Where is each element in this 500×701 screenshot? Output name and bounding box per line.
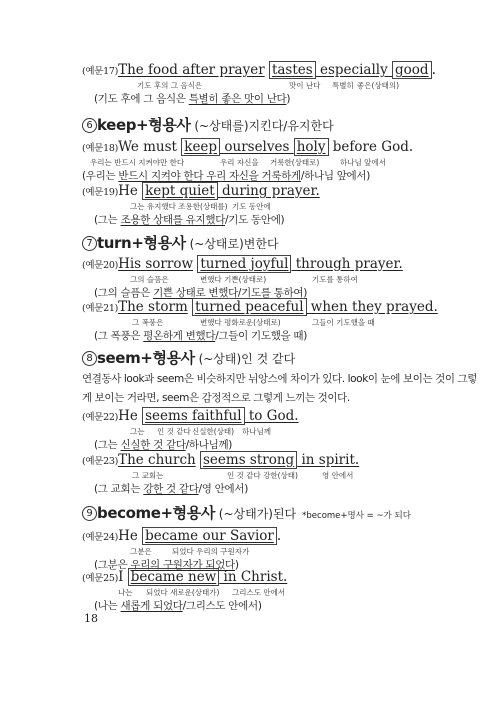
gloss-item: 하나님 앞에서 <box>340 158 386 167</box>
circled-number: 7 <box>82 236 97 251</box>
word-gloss <box>82 470 482 481</box>
translation-underlined: 기쁜 상태로 변했다 <box>153 287 238 299</box>
gloss-item: 신실한(상태) <box>192 427 235 436</box>
example-22 <box>82 408 482 452</box>
segment: in Christ. <box>219 569 288 585</box>
segment: ourselves <box>220 139 294 155</box>
translation-underlined: 신실한 것 같다 <box>120 439 186 451</box>
example-tag: (예문20) <box>82 260 119 271</box>
gloss-item: 되었다 우리의 구원자가 <box>172 547 250 556</box>
sentence-text <box>118 568 287 586</box>
heading-rest: (~상태로)변한다 <box>185 237 279 251</box>
translation-text: /영 안에서) <box>198 483 248 495</box>
translation-underlined: 새롭게 되었다 <box>120 600 183 612</box>
verb-box: turned peaceful <box>192 298 306 316</box>
verb-box: became new <box>128 568 220 586</box>
translation-text: (그는 <box>94 214 121 226</box>
heading-bold: become+형용사 <box>97 504 215 522</box>
translation-text: ) <box>234 559 239 571</box>
segment: I <box>118 569 128 585</box>
segment: through prayer. <box>291 256 403 272</box>
verb-box: kept quiet <box>142 182 218 200</box>
translation <box>94 481 482 496</box>
section-heading-keep <box>82 114 334 135</box>
translation-text: (그의 슬픔은 <box>94 287 154 299</box>
word-gloss <box>82 274 482 285</box>
translation-text: (그분은 <box>94 559 131 571</box>
example-sentence <box>82 139 482 157</box>
translation-text: /기도 동안에) <box>225 214 285 226</box>
translation-text: (기도 후에 그 음식은 <box>94 93 189 105</box>
example-21 <box>82 299 482 343</box>
word-gloss <box>82 157 482 168</box>
translation-underlined: 평온하게 변했다 <box>143 330 216 342</box>
translation-text: /하나님 앞에서) <box>300 170 371 182</box>
example-sentence <box>82 62 482 80</box>
section-heading-become <box>82 502 411 523</box>
verb-box: seems faithful <box>142 407 244 425</box>
heading-rest: (~상태)인 것 같다 <box>194 352 296 366</box>
translation-underlined: 특별히 좋은 맛이 난다 <box>188 93 287 105</box>
verb-box: became our Savior <box>142 527 277 545</box>
example-tag: (예문24) <box>82 532 119 543</box>
sentence-text <box>118 138 413 156</box>
word-gloss <box>82 201 482 212</box>
explanation-paragraph: 연결동사 look과 seem은 비슷하지만 뉘앙스에 차이가 있다. look이 눈에 보이는 것이 그렇게 보이는 거라면, seem은 감정적으로 그렇게 느끼는 것이다. <box>82 373 478 404</box>
gloss-item: 영 안에서 <box>322 471 354 480</box>
translation-text: /그리스도 안에서) <box>182 600 262 612</box>
circled-number: 9 <box>82 506 97 521</box>
segment: He <box>118 183 143 199</box>
example-18 <box>82 139 482 183</box>
word-gloss <box>82 80 482 91</box>
example-sentence <box>82 528 482 546</box>
example-tag: (예문25) <box>82 573 119 584</box>
gloss-item: 그분은 <box>130 547 152 556</box>
gloss-item: 거룩한(상태로) <box>270 158 320 167</box>
segment: The church <box>118 452 196 468</box>
verb-box: seems strong <box>200 451 297 469</box>
gloss-item: 되었다 새로운(상태가) <box>146 588 220 597</box>
word-gloss <box>82 426 482 437</box>
sentence-text <box>118 255 403 273</box>
gloss-item: 기도 후의 그 음식은 <box>137 81 203 90</box>
section-heading-seem <box>82 347 295 368</box>
gloss-item: 기도를 통하여 <box>312 275 358 284</box>
translation-text: ) <box>286 93 291 105</box>
translation <box>94 598 482 613</box>
example-sentence <box>82 452 482 470</box>
circled-number: 6 <box>82 118 97 133</box>
example-sentence <box>82 569 482 587</box>
word-gloss <box>82 317 482 328</box>
gloss-item: 그는 <box>130 427 145 436</box>
example-sentence <box>82 183 482 201</box>
example-20 <box>82 256 482 300</box>
translation-underlined: 반드시 지켜야 한다 우리 자신을 거룩하게 <box>118 170 301 182</box>
heading-bold: turn+형용사 <box>97 234 186 252</box>
heading-rest: (~상태가)된다 <box>214 507 297 521</box>
gloss-item: 하나님께 <box>242 427 271 436</box>
translation <box>94 328 482 343</box>
gloss-item: 그 교회는 <box>132 471 164 480</box>
translation-text: (그 교회는 <box>94 483 144 495</box>
translation-text: /하나님께) <box>185 439 233 451</box>
translation-text: /그들이 기도했을 때) <box>215 330 308 342</box>
gloss-item: 그들이 기도했을 때 <box>312 318 375 327</box>
example-sentence <box>82 256 482 274</box>
segment: . <box>276 528 282 544</box>
translation <box>94 212 482 227</box>
translation-text: (그 폭풍은 <box>94 330 144 342</box>
segment: before God. <box>328 139 414 155</box>
gloss-item: 그리스도 안에서 <box>232 588 286 597</box>
word-gloss <box>82 546 482 557</box>
heading-note: *become+명사 = ~가 되다 <box>302 511 411 521</box>
example-19 <box>82 183 482 227</box>
example-tag: (예문21) <box>82 303 119 314</box>
segment: He <box>118 408 143 424</box>
segment: He <box>118 528 143 544</box>
example-24 <box>82 528 482 572</box>
gloss-item: 맛이 난다 <box>289 81 321 90</box>
heading-rest: (~상태를)지킨다/유지한다 <box>190 119 334 133</box>
sentence-text <box>118 298 438 316</box>
segment: when they prayed. <box>306 299 438 315</box>
example-tag: (예문17) <box>82 66 119 77</box>
translation-underlined: 우리의 구원자가 되었다 <box>130 559 235 571</box>
gloss-item: 기도 동안에 <box>232 202 271 211</box>
gloss-item: 그 폭풍은 <box>132 318 164 327</box>
translation-text: (그는 <box>94 439 121 451</box>
translation <box>82 168 482 183</box>
translation-text: (우리는 <box>82 170 119 182</box>
translation-underlined: 조용한 상태를 유지했다 <box>120 214 226 226</box>
example-sentence <box>82 299 482 317</box>
sentence-text <box>118 182 320 200</box>
verb-box: turned joyful <box>197 255 291 273</box>
heading-bold: seem+형용사 <box>97 349 195 367</box>
sentence-text <box>118 61 436 79</box>
segment: especially <box>315 62 393 78</box>
heading-bold: keep+형용사 <box>97 116 191 134</box>
word-gloss <box>82 587 482 598</box>
gloss-item: 인 것 같다 강한(상태) <box>227 471 298 480</box>
gloss-item: 인 것 같다 <box>157 427 191 436</box>
segment: during prayer. <box>217 183 320 199</box>
example-tag: (예문18) <box>82 143 119 154</box>
adjective-box: good <box>392 61 432 79</box>
gloss-item: 그는 유지했다 조용한(상태를) <box>130 202 228 211</box>
verb-box: keep <box>181 138 220 156</box>
translation <box>94 437 482 452</box>
adjective-box: holy <box>294 138 329 156</box>
example-23 <box>82 452 482 496</box>
segment: His sorrow <box>118 256 194 272</box>
translation-text: /기도를 통하여) <box>237 287 308 299</box>
gloss-item: 변했다 기쁜(상태로) <box>200 275 267 284</box>
example-17 <box>82 62 482 106</box>
gloss-item: 좋은(상태의) <box>357 81 400 90</box>
example-sentence <box>82 408 482 426</box>
example-25 <box>82 569 482 613</box>
translation <box>94 91 482 106</box>
circled-number: 8 <box>82 351 97 366</box>
sentence-text <box>118 407 298 425</box>
section-heading-turn <box>82 232 279 253</box>
gloss-item: 우리 자신을 <box>220 158 259 167</box>
segment: We must <box>118 139 182 155</box>
example-tag: (예문19) <box>82 187 119 198</box>
verb-box: tastes <box>269 61 316 79</box>
example-tag: (예문23) <box>82 456 119 467</box>
segment: The food after prayer <box>118 62 265 78</box>
gloss-item: 나는 <box>118 588 133 597</box>
gloss-item: 그의 슬픔은 <box>130 275 169 284</box>
example-tag: (예문22) <box>82 412 119 423</box>
segment: in spirit. <box>297 452 360 468</box>
segment: to God. <box>244 408 299 424</box>
sentence-text <box>118 451 359 469</box>
gloss-item: 우리는 반드시 지켜야만 한다 <box>90 158 185 167</box>
translation-text: (나는 <box>94 600 121 612</box>
sentence-text <box>118 527 281 545</box>
segment: . <box>431 62 436 78</box>
page-number: 18 <box>84 612 98 625</box>
translation-underlined: 강한 것 같다 <box>143 483 199 495</box>
segment: The storm <box>118 299 188 315</box>
gloss-item: 특별히 <box>332 81 354 90</box>
gloss-item: 변했다 평화로운(상태로) <box>200 318 281 327</box>
